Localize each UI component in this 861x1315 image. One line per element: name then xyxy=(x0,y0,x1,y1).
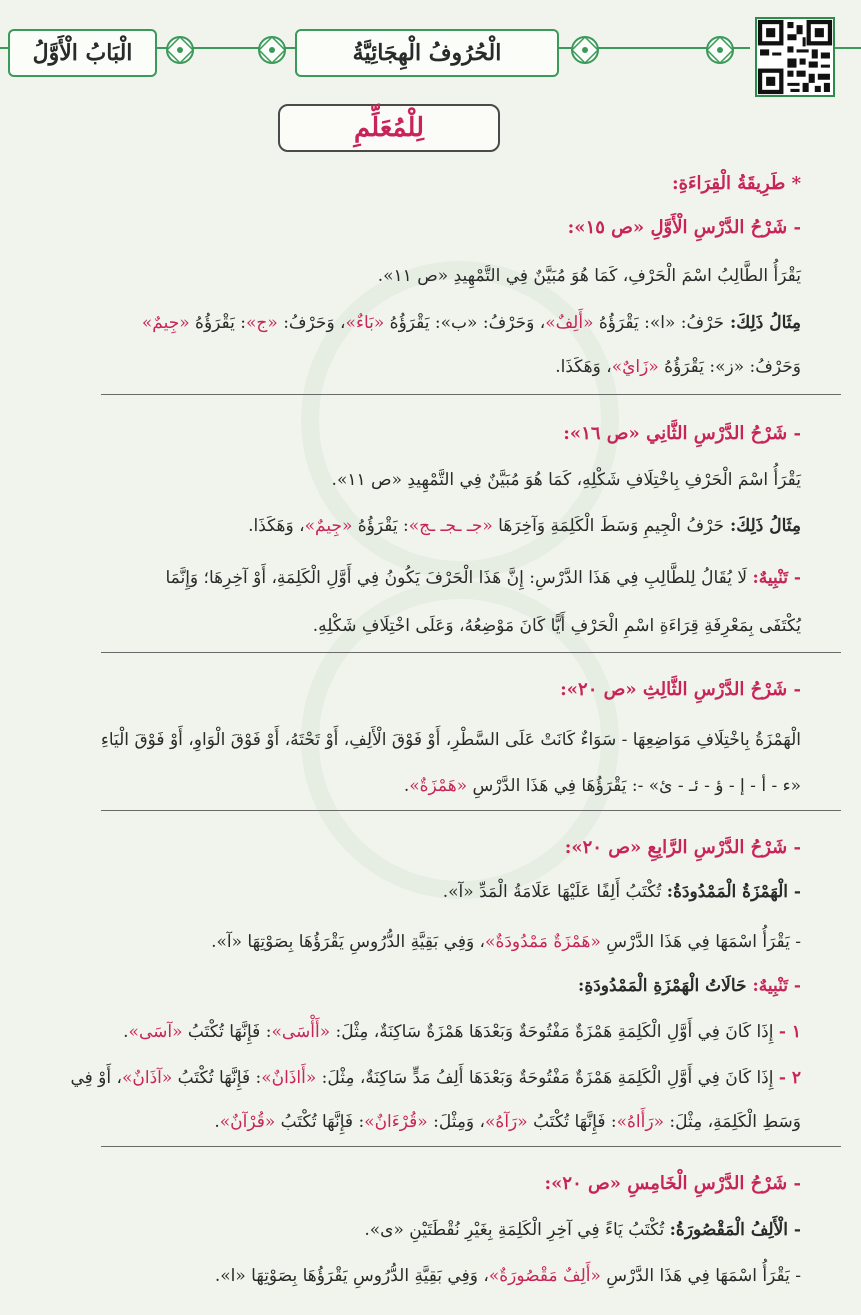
lesson1-example-cont: وَحَرْفُ: «ز»: يَقْرَؤُهُ «زَايٌ»، وَهَكَذَا. xyxy=(555,357,801,377)
divider xyxy=(101,394,841,395)
lesson3-text: الْهَمْزَةُ بِاخْتِلَافِ مَوَاضِعِهَا - سَوَاءٌ كَانَتْ عَلَى السَّطْرِ، أَوْ فَوْقَ الْأَلِفِ، أَوْ تَحْتَهُ، أَوْ فَوْقَ الْوَاوِ، أَوْ فَوْقَ الْيَاءِ xyxy=(100,730,801,750)
lesson2-note-cont: يُكْتَفَى بِمَعْرِفَةِ قِرَاءَةِ اسْمِ الْحَرْفِ أَيًّا كَانَ مَوْضِعُهُ، وَعَلَى اخْتِلَافِ شَكْلِهِ. xyxy=(312,616,801,636)
lesson4-reading: - يَقْرَأُ اسْمَهَا فِي هَذَا الدَّرْسِ «هَمْزَةٌ مَمْدُودَةٌ»، وَفِي بَقِيَّةِ الدُّرُوسِ يَقْرَؤُهَا بِصَوْتِهَا «آ». xyxy=(211,932,801,952)
teacher-title: لِلْمُعَلِّمِ xyxy=(354,113,425,143)
ornament-icon xyxy=(160,28,200,72)
divider xyxy=(101,652,841,653)
lesson2-note: - تَنْبِيهٌ: لَا يُقَالُ لِلطَّالِبِ فِي هَذَا الدَّرْسِ: إِنَّ هَذَا الْحَرْفَ يَكُونُ فِي أَوَّلِ الْكَلِمَةِ، أَوْ آخِرِهَا؛ وَإِنَّمَا xyxy=(165,568,801,588)
qr-code-icon[interactable] xyxy=(755,17,835,97)
lesson5-reading: - يَقْرَأُ اسْمَهَا فِي هَذَا الدَّرْسِ «أَلِفٌ مَقْصُورَةٌ»، وَفِي بَقِيَّةِ الدُّرُوسِ يَقْرَؤُهَا بِصَوْتِهَا «ا». xyxy=(214,1266,801,1286)
lesson4-case-2-cont: وَسَطِ الْكَلِمَةِ، مِثْلَ: «رَأَاهُ»: فَإِنَّهَا تُكْتَبُ «رَآهُ»، وَمِثْلَ: «قُرْءَانٌ»: فَإِنَّهَا تُكْتَبُ «قُرْآنٌ». xyxy=(214,1112,801,1132)
lesson4-definition: - الْهَمْزَةُ الْمَمْدُودَةُ: تُكْتَبُ أَلِفًا عَلَيْهَا عَلَامَةُ الْمَدِّ «آ». xyxy=(442,882,801,902)
lesson4-case-1: ١ - إِذَا كَانَ فِي أَوَّلِ الْكَلِمَةِ هَمْزَةٌ مَفْتُوحَةٌ وَبَعْدَهَا هَمْزَةٌ سَاكِنَةٌ، مِثْلَ: «أَأْسَى»: فَإِنَّهَا تُكْتَبُ «آسَى». xyxy=(123,1022,801,1042)
chapter-label: الْبَابُ الْأَوَّلُ xyxy=(32,40,133,66)
ornament-icon xyxy=(565,28,605,72)
reading-method-heading: * طَرِيقَةُ الْقِرَاءَةِ: xyxy=(671,173,801,194)
lesson2-heading: - شَرْحُ الدَّرْسِ الثَّانِي «ص ١٦»: xyxy=(563,423,801,444)
lesson4-case-2: ٢ - إِذَا كَانَ فِي أَوَّلِ الْكَلِمَةِ هَمْزَةٌ مَفْتُوحَةٌ وَبَعْدَهَا أَلِفُ مَدٍّ سَاكِنَةٌ، مِثْلَ: «أَاذَانٌ»: فَإِنَّهَا تُكْتَبُ «آذَانٌ»، أَوْ فِي xyxy=(70,1068,801,1088)
lesson5-heading: - شَرْحُ الدَّرْسِ الْخَامِسِ «ص ٢٠»: xyxy=(544,1173,801,1194)
divider xyxy=(101,1146,841,1147)
lesson2-example: مِثَالُ ذَلِكَ: حَرْفُ الْجِيمِ وَسَطَ الْكَلِمَةِ وَآخِرَهَا «جـ ـجـ ـج»: يَقْرَؤُهُ «جِيمٌ»، وَهَكَذَا. xyxy=(248,516,801,536)
teacher-title-box xyxy=(278,104,500,152)
lesson1-heading: - شَرْحُ الدَّرْسِ الْأَوَّلِ «ص ١٥»: xyxy=(567,217,801,238)
section-title-box xyxy=(295,29,559,77)
lesson3-heading: - شَرْحُ الدَّرْسِ الثَّالِثِ «ص ٢٠»: xyxy=(560,679,801,700)
lesson5-definition: - الْأَلِفُ الْمَقْصُورَةُ: تُكْتَبُ يَاءً فِي آخِرِ الْكَلِمَةِ بِغَيْرِ نُقْطَتَيْنِ «ى». xyxy=(364,1220,801,1240)
lesson3-text-cont: «ء - أ - إ - ؤ - ئـ - ئ» -: يَقْرَؤُهَا فِي هَذَا الدَّرْسِ «هَمْزَةٌ». xyxy=(403,776,801,796)
section-title: الْحُرُوفُ الْهِجَائِيَّةُ xyxy=(352,40,502,66)
lesson1-text: يَقْرَأُ الطَّالِبُ اسْمَ الْحَرْفِ، كَمَا هُوَ مُبَيَّنٌ فِي التَّمْهِيدِ «ص ١١». xyxy=(377,266,801,286)
lesson1-example: مِثَالُ ذَلِكَ: حَرْفُ: «ا»: يَقْرَؤُهُ «أَلِفٌ»، وَحَرْفُ: «ب»: يَقْرَؤُهُ «بَاءٌ»، وَحَرْفُ: «ج»: يَقْرَؤُهُ «جِيمٌ» xyxy=(141,313,801,333)
lesson4-note: - تَنْبِيهٌ: حَالَاتُ الْهَمْزَةِ الْمَمْدُودَةِ: xyxy=(578,976,801,996)
lesson2-text: يَقْرَأُ اسْمَ الْحَرْفِ بِاخْتِلَافِ شَكْلِهِ، كَمَا هُوَ مُبَيَّنٌ فِي التَّمْهِيدِ «ص ١١». xyxy=(331,470,801,490)
chapter-label-box xyxy=(8,29,157,77)
ornament-icon xyxy=(252,28,292,72)
header-line xyxy=(832,47,861,49)
page-header xyxy=(0,0,861,100)
lesson4-heading: - شَرْحُ الدَّرْسِ الرَّابِعِ «ص ٢٠»: xyxy=(564,837,801,858)
divider xyxy=(101,810,841,811)
ornament-icon xyxy=(700,28,740,72)
